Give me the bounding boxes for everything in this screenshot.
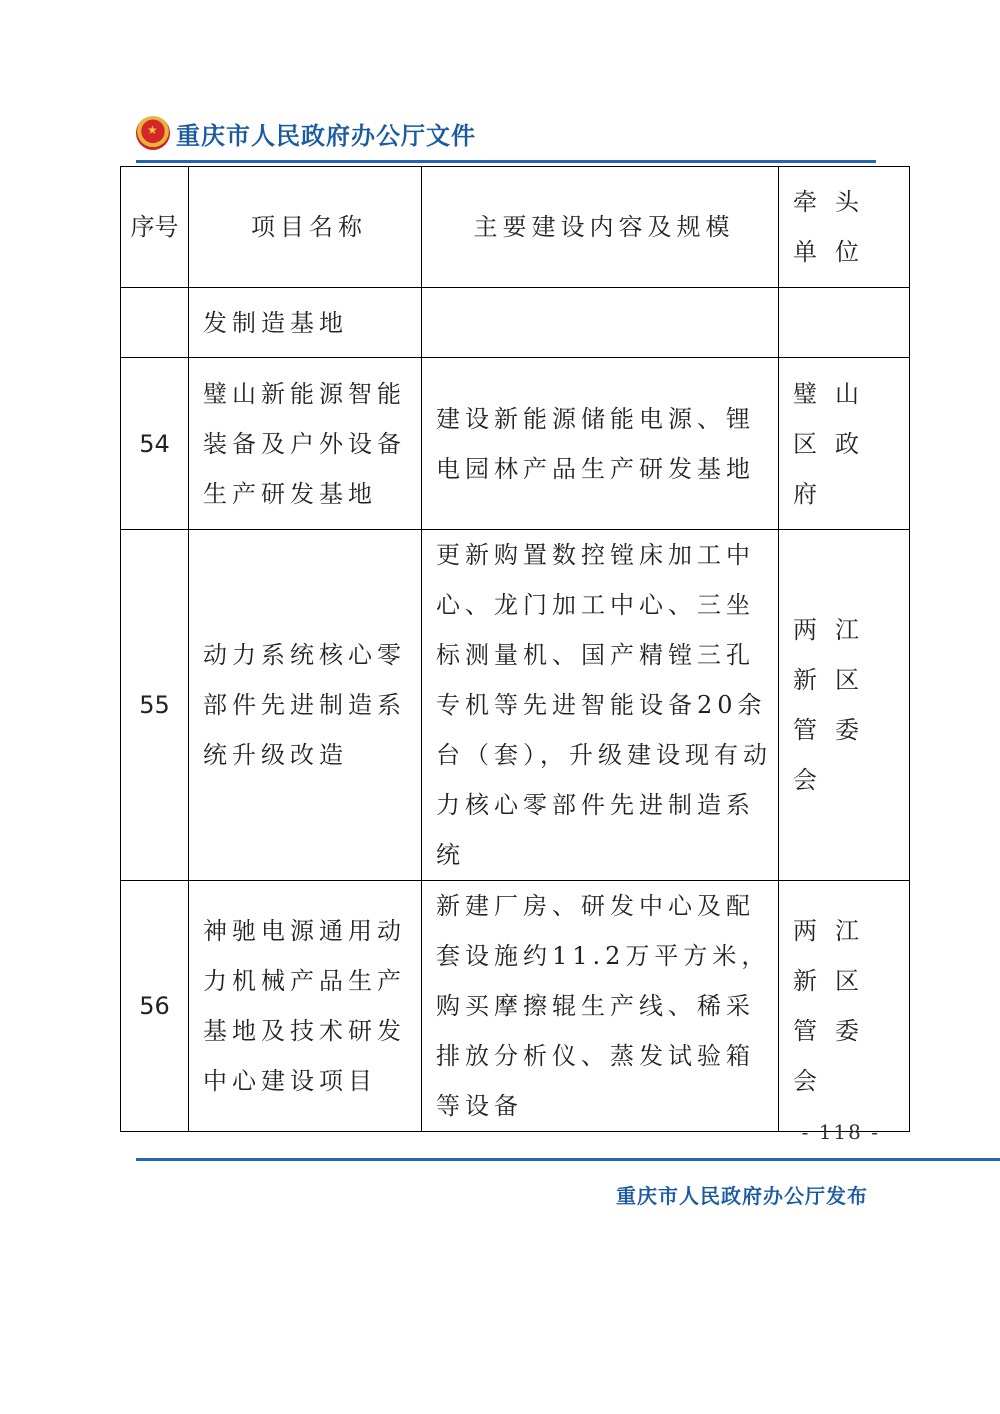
cell-no: 56: [121, 881, 189, 1132]
cell-lead: 两江新区管委会: [779, 881, 910, 1132]
cell-name: 璧山新能源智能装备及户外设备生产研发基地: [189, 358, 422, 530]
document-header: [136, 112, 476, 154]
table-header-row: [121, 167, 910, 288]
header-cell-no: 序号: [121, 167, 189, 288]
cell-no: 55: [121, 530, 189, 881]
page-number: - 118 -: [801, 1120, 880, 1144]
header-title: 重庆市人民政府办公厅文件: [176, 121, 476, 150]
header-cell-content: 主要建设内容及规模: [422, 167, 779, 288]
table-row: [121, 288, 910, 358]
cell-content: [422, 288, 779, 358]
cell-name: 动力系统核心零部件先进制造系统升级改造: [189, 530, 422, 881]
table-row: [121, 530, 910, 881]
cell-content: 新建厂房、研发中心及配套设施约11.2万平方米，购买摩擦辊生产线、稀采排放分析仪、蒸发试验箱等设备: [422, 881, 779, 1132]
footer-publisher: 重庆市人民政府办公厅发布: [616, 1184, 868, 1208]
cell-content: 建设新能源储能电源、锂电园林产品生产研发基地: [422, 358, 779, 530]
cell-no: 54: [121, 358, 189, 530]
cell-no: [121, 288, 189, 358]
table-row: [121, 881, 910, 1132]
header-rule: [136, 160, 876, 163]
cell-content: 更新购置数控镗床加工中心、龙门加工中心、三坐标测量机、国产精镗三孔专机等先进智能设备20余台（套），升级建设现有动力核心零部件先进制造系统: [422, 530, 779, 881]
header-cell-lead: 牵头单位: [779, 167, 910, 288]
footer-rule: [136, 1158, 1000, 1161]
projects-table: [120, 166, 910, 1132]
cell-lead: 两江新区管委会: [779, 530, 910, 881]
table-row: [121, 358, 910, 530]
cell-lead: 璧山区政府: [779, 358, 910, 530]
cell-lead: [779, 288, 910, 358]
cell-name: 发制造基地: [189, 288, 422, 358]
header-cell-name: 项目名称: [189, 167, 422, 288]
national-emblem-icon: ★: [136, 116, 170, 150]
cell-name: 神驰电源通用动力机械产品生产基地及技术研发中心建设项目: [189, 881, 422, 1132]
